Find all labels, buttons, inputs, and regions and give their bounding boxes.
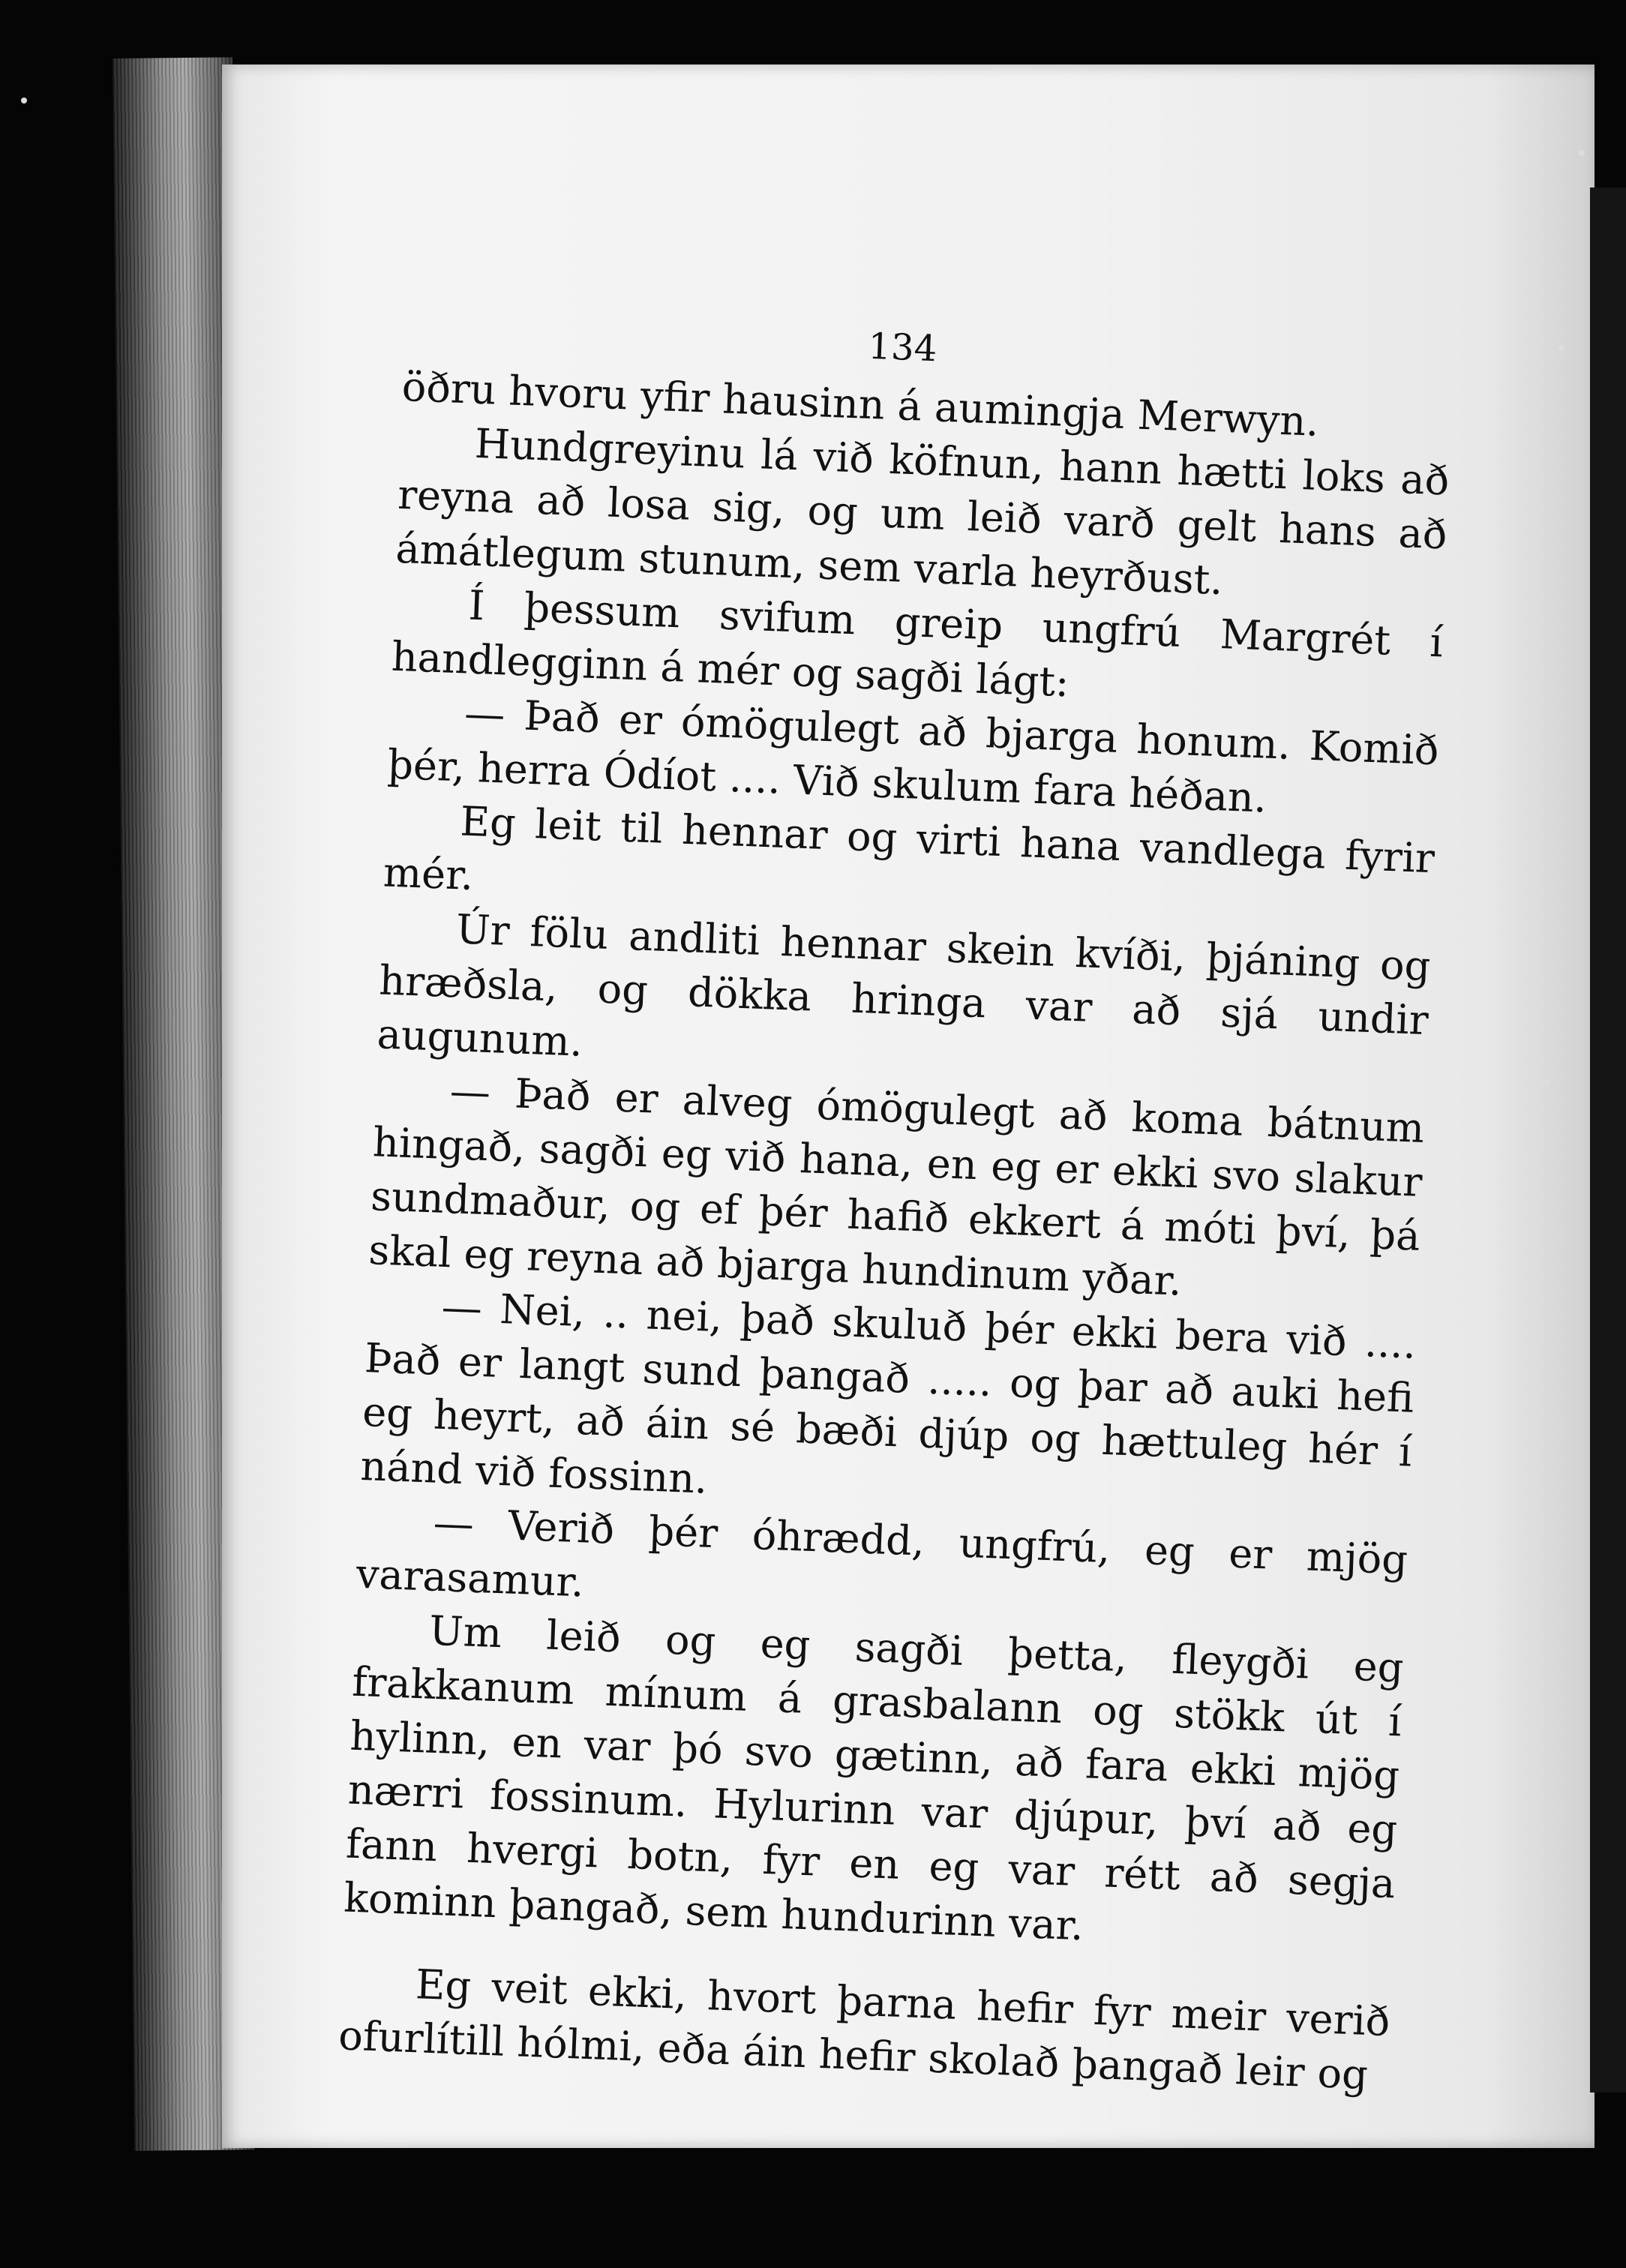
paragraph: öðru hvoru yfir hausinn á aumingja Merwyn. <box>400 362 1320 446</box>
dust-speck <box>1579 150 1585 156</box>
paragraph: Eg leit til hennar og virti hana vandlega fyrir mér. <box>382 797 1436 900</box>
paragraph: Eg veit ekki, hvort þarna hefir fyr meir verið ofurlítill hólmi, eða áin hefir skolað þangað leir og <box>338 1960 1391 2098</box>
paragraph: Í þessum svifum greip ungfrú Margrét í handlegginn á mér og sagði lágt: <box>390 581 1444 706</box>
page-number: 134 <box>867 325 938 370</box>
book-cover-edge <box>1590 188 1626 2092</box>
paragraph: Hundgreyinu lá við köfnun, hann hætti loks að reyna að losa sig, og um leið varð gelt hans að ámátlegum stunum, sem varla heyrðust. <box>394 419 1450 604</box>
page-text <box>338 308 1454 2103</box>
paragraph: — Nei, .. nei, það skuluð þér ekki bera við .... Það er langt sund þangað ..... og þar að auki hefi eg heyrt, að áin sé bæði djúp og hættuleg hér í nánd við fossinn. <box>359 1282 1418 1503</box>
dust-speck <box>1558 345 1564 351</box>
paragraph: Um leið og eg sagði þetta, fleygði eg frakkanum mínum á grasbalann og stökk út í hylinn, en var þó svo gætinn, að fara ekki mjög nærri fossinum. Hylurinn var djúpur, því að eg fann hvergi botn, fyr en eg var rétt að segja kominn þangað, sem hundurinn var. <box>343 1606 1405 1950</box>
paragraph: — Það er alveg ómögulegt að koma bátnum hingað, sagði eg við hana, en eg er ekki svo slakur sundmaður, og ef þér hafið ekkert á móti því, þá skal eg reyna að bjarga hundinum yðar. <box>368 1067 1426 1305</box>
dust-speck <box>1545 1080 1551 1086</box>
paragraph: — Það er ómögulegt að bjarga honum. Komið þér, herra Ódíot .... Við skulum fara héðan. <box>386 689 1440 822</box>
paragraph: Úr fölu andliti hennar skein kvíði, þjáning og hræðsla, og dökka hringa var að sjá undir augunum. <box>376 905 1432 1066</box>
dust-speck <box>21 98 27 104</box>
paragraph: — Verið þér óhrædd, ungfrú, eg er mjög varasamur. <box>355 1498 1409 1606</box>
